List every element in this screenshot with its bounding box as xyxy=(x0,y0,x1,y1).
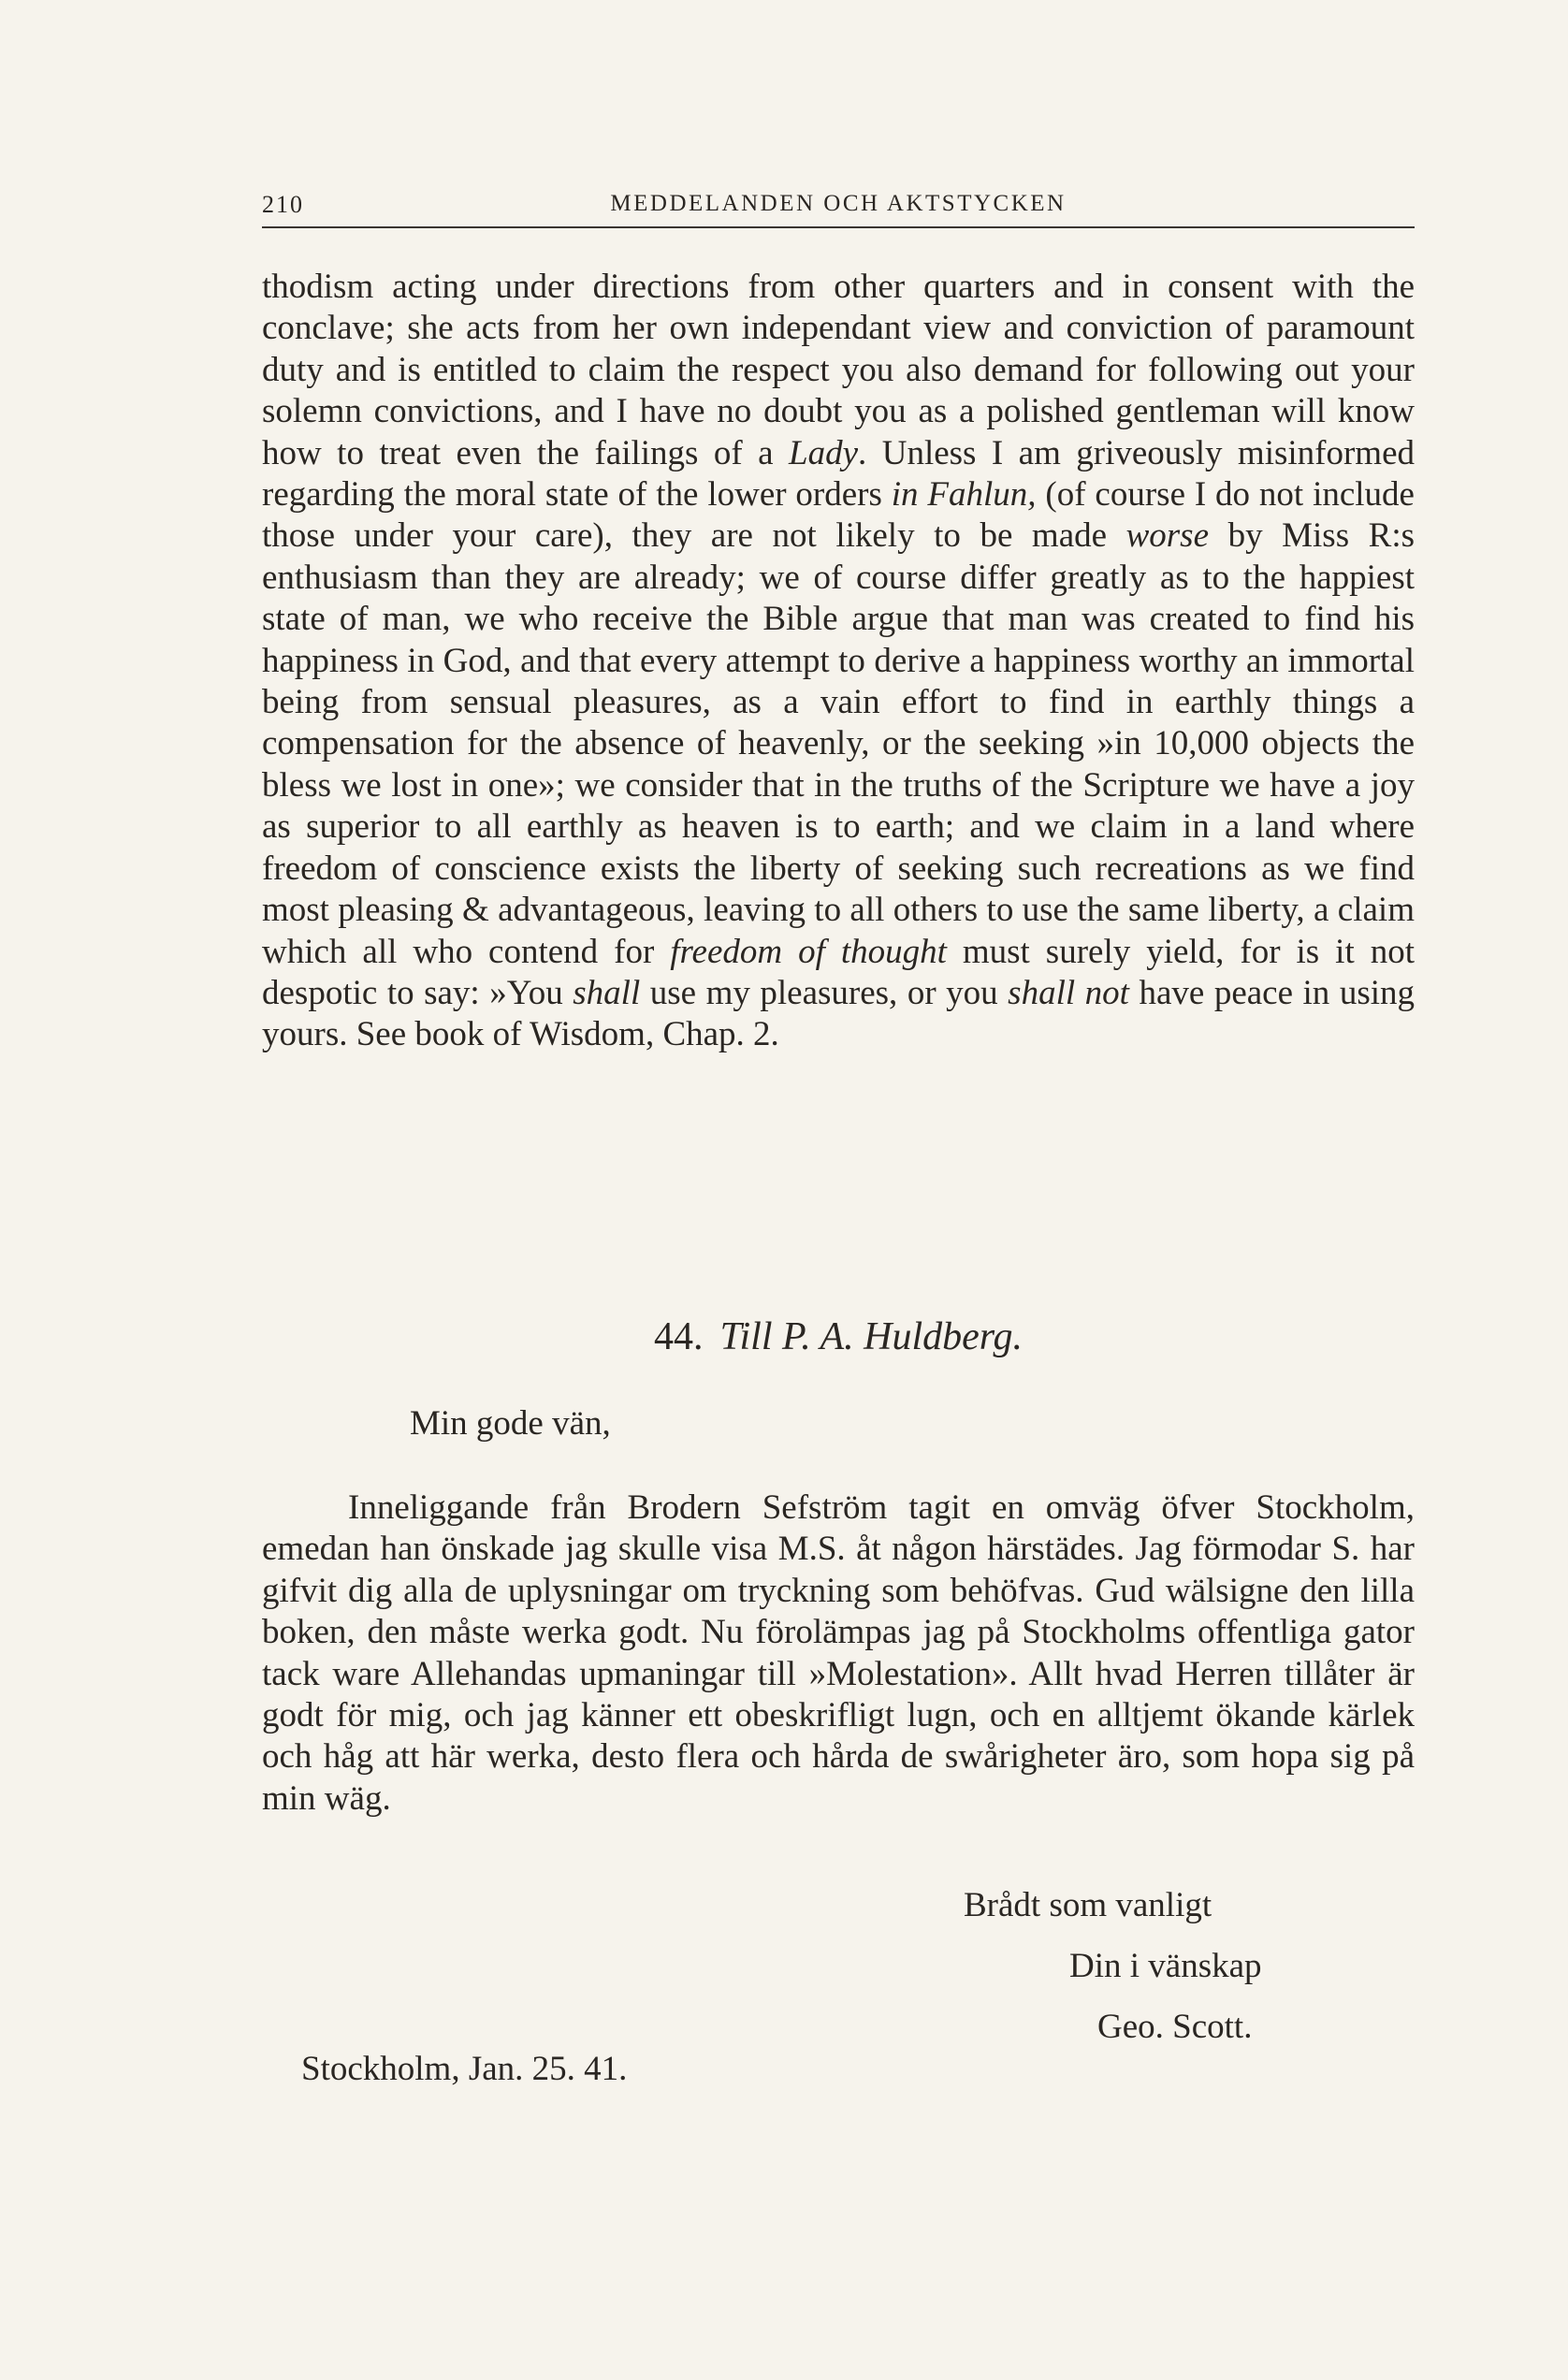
emphasis-worse: worse xyxy=(1125,516,1210,556)
continued-letter-text xyxy=(262,267,1415,1056)
letter-number: 44. xyxy=(653,1315,704,1358)
emphasis-shall-not: shall not xyxy=(1008,973,1129,1012)
salutation: Min gode vän, xyxy=(410,1404,611,1443)
closing-line: Brådt som vanligt xyxy=(964,1886,1212,1924)
text-run: have peace in using yours. See book of Wisdom, Chap. 2. xyxy=(262,973,1415,1054)
place-date: Stockholm, Jan. 25. 41. xyxy=(301,2050,628,2088)
closing-line: Din i vänskap xyxy=(1069,1947,1262,1985)
text-run: . Unless I am griveously misinformed regarding the moral state of the lower orders xyxy=(262,433,1416,515)
continued-paragraph xyxy=(262,267,1415,1056)
letter-paragraph: Inneliggande från Brodern Sefström tagit en omväg öfver Stockholm, emedan han önskade jag skulle visa M.S. åt någon härstädes. Jag förmodar S. har gifvit dig alla de uplysningar om tryckning som behöfvas. Gud wälsigne den lilla boken, den måste werka godt. Nu förolämpas jag på Stockholms offentliga gator tack ware Allehandas upmaningar till »Molestation». Allt hvad Herren tillåter är godt för mig, och jag känner ett obeskrifligt lugn, och en alltjemt ökande kärlek och håg att här werka, desto flera och hårda de swårigheter äro, som hopa sig på min wäg. xyxy=(262,1488,1415,1818)
emphasis-shall: shall xyxy=(573,973,641,1012)
text-run: by Miss R:s enthusiasm than they are already; we of course differ greatly as to the happiest state of man, we who receive the Bible argue that man was created to find his happiness in God, and that every attempt to derive a happiness worthy an immortal being from sensual pleasures, as a vain effort to find in earthly things a compensation for the absence of heavenly, or the seeking »in 10,000 objects the bless we lost in one»; we consider that in the truths of the Scripture we have a joy as superior to all earthly as heaven is to earth; and we claim in a land where freedom of conscience exists the liberty of seeking such recreations as we find most pleasing & advantageous, leaving to all others to use the same liberty, a claim which all who contend for xyxy=(262,516,1415,971)
emphasis-in-fahlun: in Fahlun, xyxy=(891,475,1037,515)
text-run: thodism acting under directions from other quarters and in consent with the conclave; she acts from her own independant view and conviction of paramount duty and is entitled to claim the respect you also demand for following out your solemn convictions, and I have no doubt you as a polished gentleman will know how to treat even the failings of a xyxy=(262,268,1415,472)
letter-heading xyxy=(262,1314,1415,1359)
signature: Geo. Scott. xyxy=(1097,2008,1253,2046)
text-run: use my pleasures, or you xyxy=(640,973,1009,1012)
emphasis-freedom-of-thought: freedom of thought xyxy=(670,932,947,971)
emphasis-lady: Lady xyxy=(789,433,859,472)
page-header xyxy=(262,187,1415,228)
letter-body xyxy=(262,1488,1415,1820)
text-run: must surely yield, for is it not despotic to say: »You xyxy=(262,932,1415,1012)
text-run: (of course I do not include those under your care), they are not likely to be made xyxy=(262,475,1415,556)
page-number: 210 xyxy=(262,191,304,218)
letter-title: Till P. A. Huldberg. xyxy=(719,1315,1024,1358)
running-title: MEDDELANDEN OCH AKTSTYCKEN xyxy=(610,191,1067,216)
